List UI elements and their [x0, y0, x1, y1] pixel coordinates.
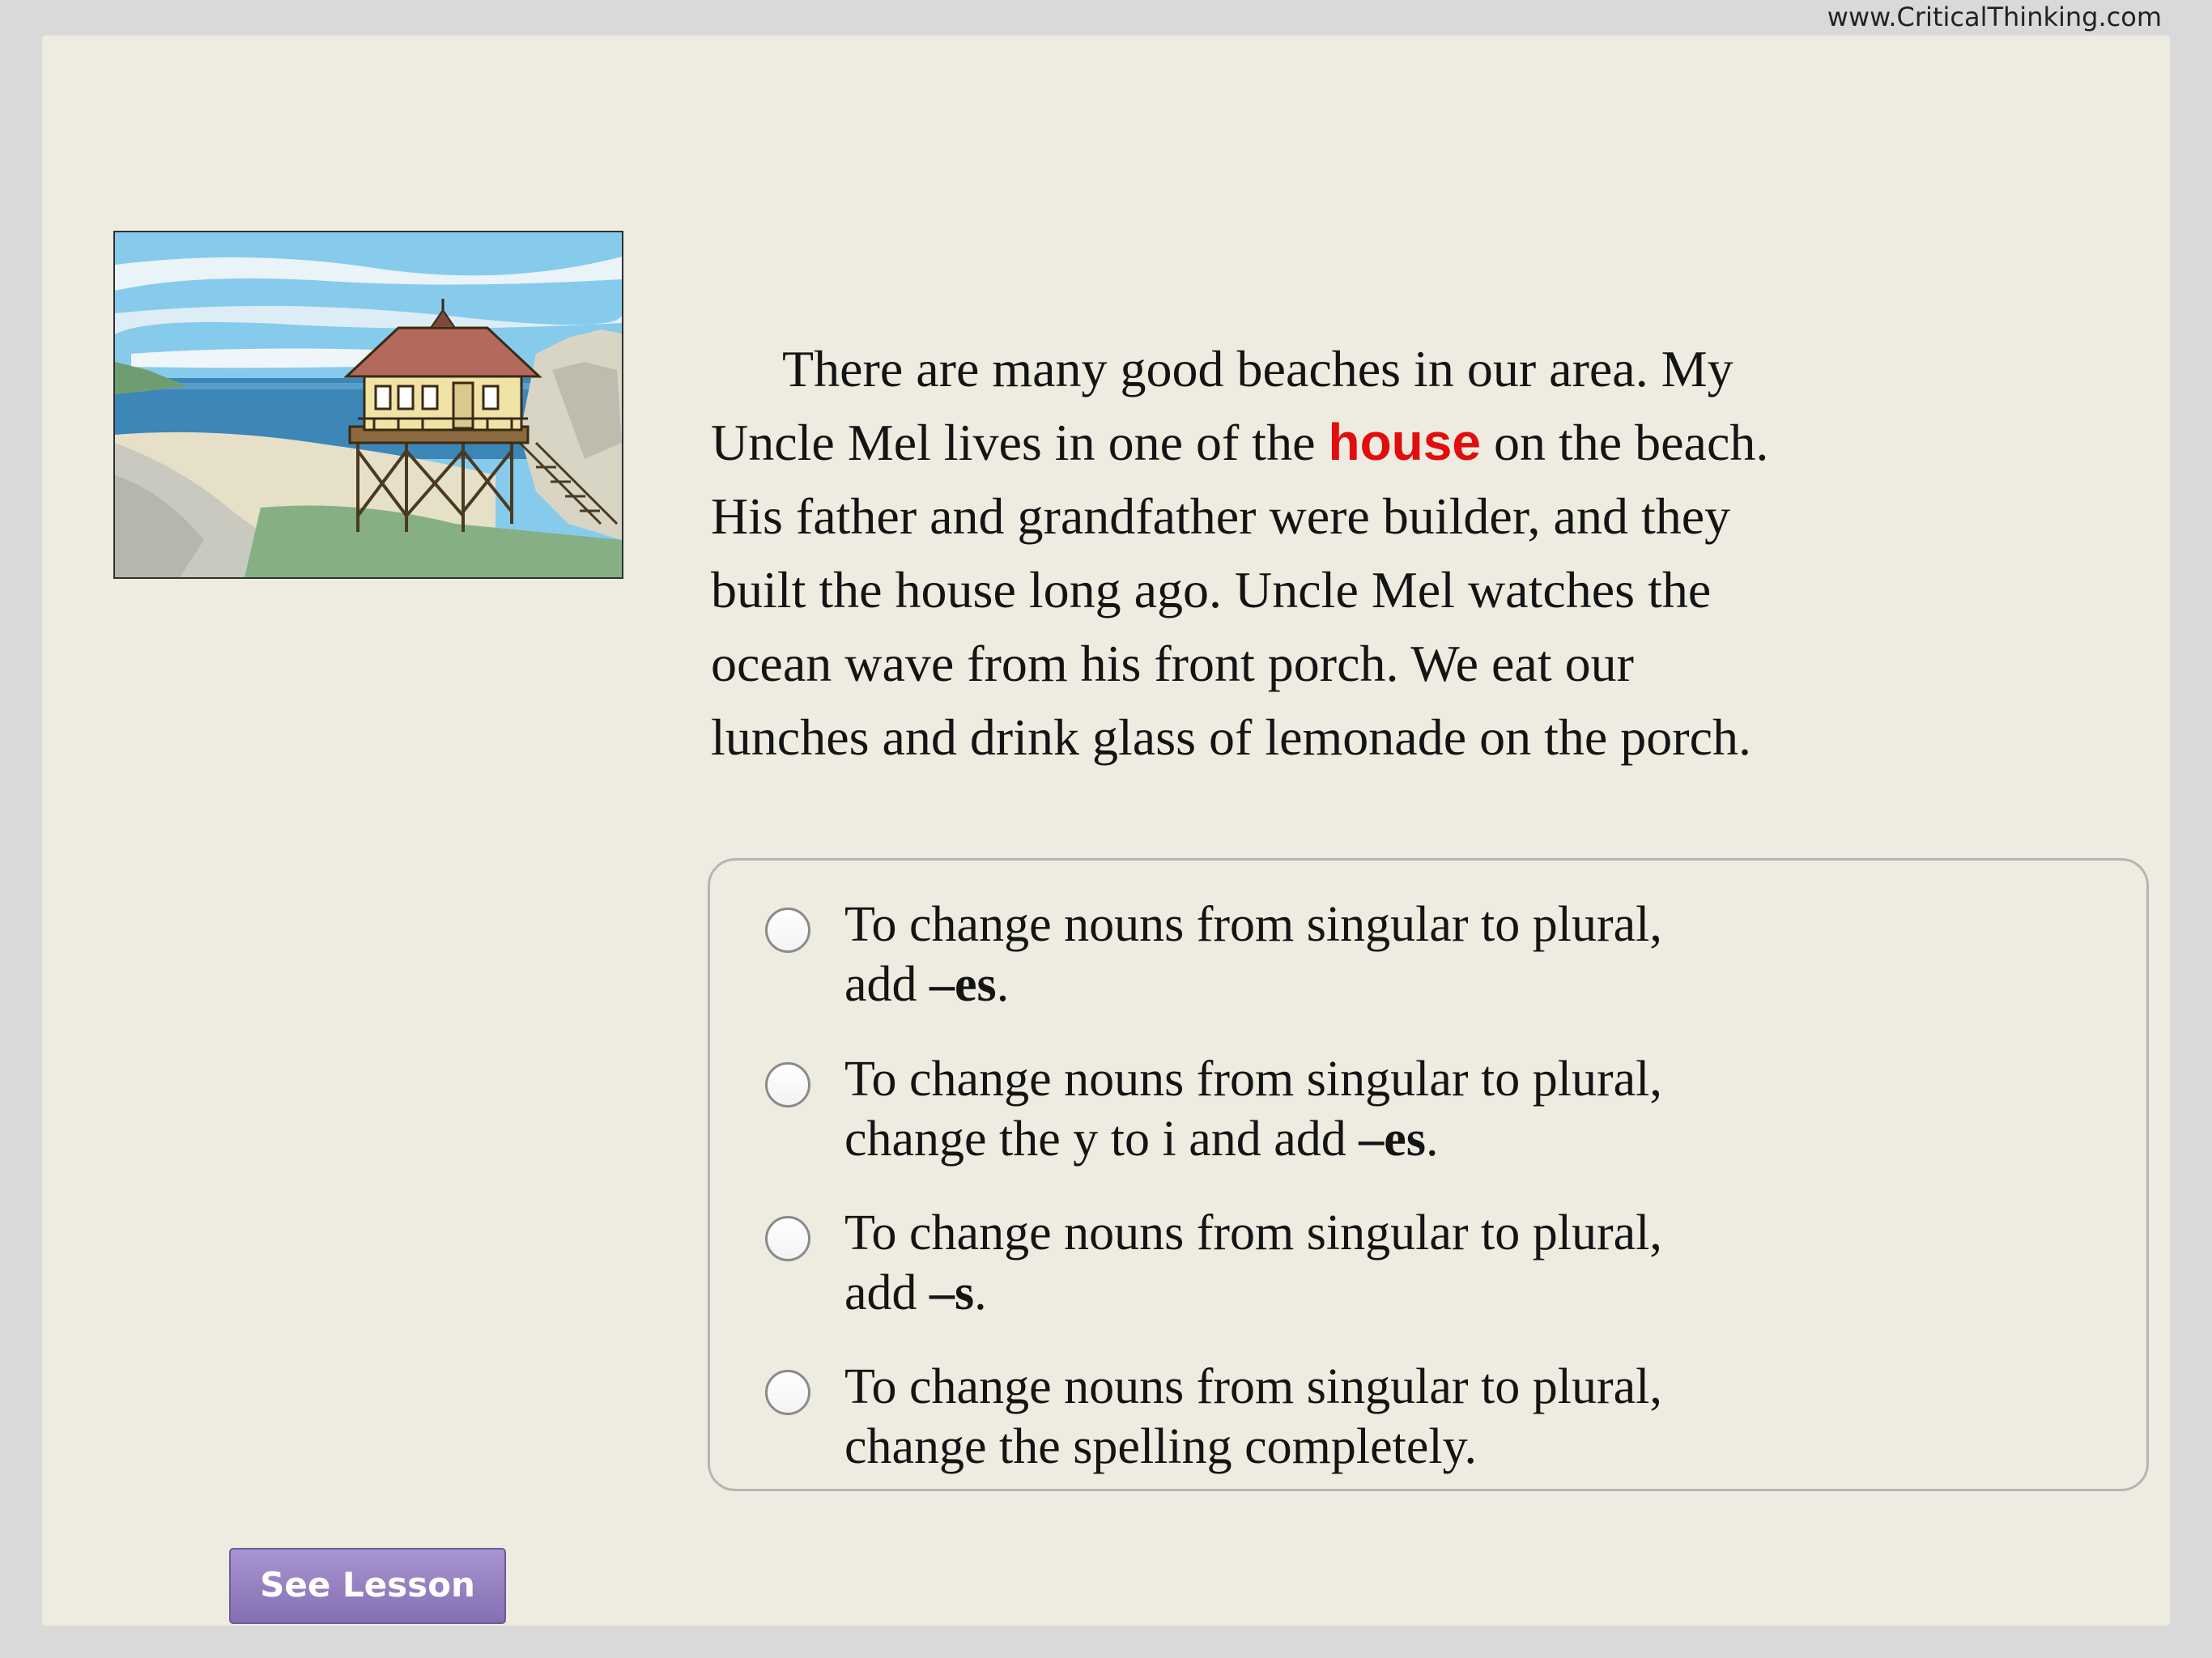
passage-line-4: built the house long ago. Uncle Mel watches the [711, 561, 1712, 619]
choice-1-line-2: add [844, 957, 930, 1012]
answer-choice-3-text [844, 1203, 1897, 1323]
site-url: www.CriticalThinking.com [1827, 2, 2162, 32]
choice-2-period: . [1425, 1112, 1439, 1167]
radio-button-1[interactable] [765, 908, 810, 953]
choice-3-line-1: To change nouns from singular to plural, [844, 1205, 1662, 1261]
choice-2-suffix-bold: –es [1359, 1112, 1426, 1167]
answer-choice-2-text [844, 1049, 1897, 1169]
answer-choice-1-text [844, 895, 1897, 1014]
reading-passage [711, 332, 2087, 774]
passage-line-2-end: on the beach. [1480, 414, 1769, 471]
passage-line-6: lunches and drink glass of lemonade on the porch. [711, 708, 1751, 766]
radio-button-3[interactable] [765, 1216, 810, 1261]
radio-button-2[interactable] [765, 1062, 810, 1107]
see-lesson-button[interactable]: See Lesson [229, 1548, 506, 1624]
choice-2-line-2: change the y to i and add [844, 1112, 1359, 1167]
passage-line-2-start: Uncle Mel lives in one of the [711, 414, 1329, 471]
radio-button-4[interactable] [765, 1370, 810, 1415]
answer-choice-2[interactable] [710, 1033, 2087, 1171]
passage-line-3: His father and grandfather were builder, and they [711, 487, 1731, 545]
answer-choice-1[interactable] [710, 878, 2087, 1016]
answer-choices [708, 858, 2149, 1491]
choice-4-line-1: To change nouns from singular to plural, [844, 1359, 1662, 1414]
choice-2-line-1: To change nouns from singular to plural, [844, 1052, 1662, 1107]
beach-house-illustration [113, 231, 623, 579]
choice-1-period: . [996, 957, 1010, 1012]
choice-3-period: . [974, 1265, 987, 1320]
choice-1-line-1: To change nouns from singular to plural, [844, 897, 1662, 952]
answer-choice-3[interactable] [710, 1187, 2087, 1324]
passage-line-5: ocean wave from his front porch. We eat our [711, 635, 1634, 692]
choice-3-suffix-bold: –s [929, 1265, 975, 1320]
choice-4-line-2: change the spelling completely. [844, 1419, 1478, 1474]
passage-line-1: There are many good beaches in our area. My [782, 340, 1733, 397]
content-panel [42, 36, 2170, 1626]
choice-3-line-2: add [844, 1265, 930, 1320]
answer-choice-4-text [844, 1357, 1897, 1477]
highlighted-word: house [1328, 413, 1481, 471]
answer-choice-4[interactable] [710, 1341, 2087, 1478]
choice-1-suffix-bold: –es [929, 957, 997, 1012]
